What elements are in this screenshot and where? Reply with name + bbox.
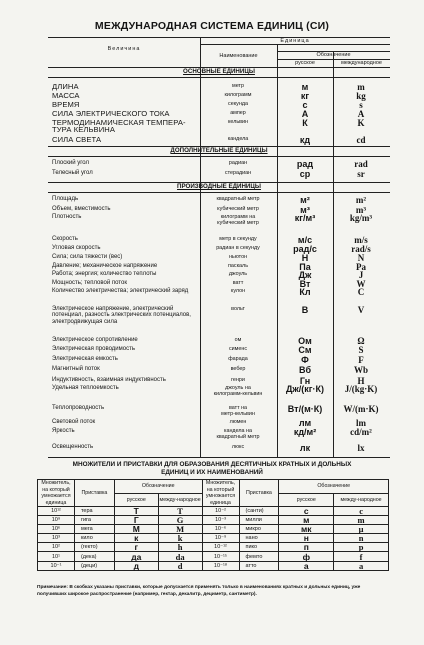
russian-symbol: кг [300, 91, 310, 101]
quantity-name-line: Яркость [52, 428, 75, 434]
russian-symbol: м/с [297, 235, 313, 245]
quantity-name [52, 196, 202, 202]
prefix-header-designation: Обозначение [279, 480, 389, 494]
russian-symbol: Дж/(кг·К) [285, 384, 325, 394]
unit-name-line: ньютон [228, 254, 248, 260]
header-designation: Обозначение [316, 52, 351, 58]
quantity-name [52, 92, 202, 99]
prefix-name: кило [74, 534, 114, 543]
international-symbol: s [359, 100, 363, 110]
international-symbol: m² [355, 195, 367, 205]
multiplier: 10⁻² [202, 507, 239, 516]
quantity-name [52, 356, 202, 362]
international-symbol: kg [356, 91, 366, 101]
header-name: Наименование [219, 53, 258, 59]
table-row [38, 561, 389, 570]
russian-symbol: м² [300, 195, 310, 205]
unit-name-line: метр-кельвин [221, 411, 255, 417]
multiplier: 10⁶ [38, 525, 75, 534]
russian-symbol: кд [299, 135, 311, 145]
unit-name-line: ватт на [228, 405, 248, 411]
quantity-name-line: Удельная теплоемкость [52, 385, 119, 391]
unit-name [200, 280, 276, 286]
unit-name [200, 356, 276, 362]
unit-name-line: килограмм-кельвин [213, 391, 263, 397]
quantity-name-line: Освещенность [52, 444, 94, 450]
international-symbol: Wb [353, 365, 368, 375]
russian-symbol: Вб [298, 365, 312, 375]
international-symbol: F [358, 355, 364, 365]
quantity-name-line: МАССА [52, 91, 80, 100]
quantity-name [52, 306, 202, 325]
unit-name-line: секунда [228, 101, 248, 107]
multiplier: 10⁻¹⁵ [202, 552, 239, 561]
header-unit: Единица [280, 38, 310, 44]
quantity-name-line: Электрическое напряжение, электрический потенциал, разность электрических потенциалов, электродвижущая сила [52, 306, 191, 325]
international-symbol: V [357, 305, 365, 315]
quantity-name-line: Угловая скорость [52, 245, 101, 251]
unit-name [200, 306, 276, 312]
unit-name-line: вебер [230, 366, 246, 372]
quantity-name [52, 214, 202, 220]
international-symbol: kg/m³ [349, 213, 373, 223]
russian-symbol: кг/м³ [294, 213, 316, 223]
unit-name-line: вольт [231, 306, 245, 312]
international-symbol: T [158, 507, 202, 516]
table-row [38, 507, 389, 516]
prefix-name: пико [239, 543, 279, 552]
russian-symbol: н [279, 534, 334, 543]
table-bottom-rule [48, 457, 390, 458]
quantity-name-line: Электрическая емкость [52, 356, 118, 362]
international-symbol: m³ [355, 205, 367, 215]
quantity-name [52, 83, 202, 90]
quantity-name-line: Площадь [52, 196, 79, 202]
russian-symbol: рад [296, 159, 314, 169]
unit-name [200, 254, 276, 260]
quantity-name-line: Работа; энергия; количество теплоты [52, 271, 157, 277]
quantity-name [52, 288, 202, 294]
section-supplementary: ДОПОЛНИТЕЛЬНЫЕ ЕДИНИЦЫ [170, 147, 268, 154]
unit-name-line: килограмм [224, 92, 252, 98]
quantity-name [52, 346, 202, 352]
prefix-name: милли [239, 516, 279, 525]
unit-name [200, 214, 276, 226]
quantity-name-line: Количество электричества; электрический заряд [52, 288, 189, 294]
multiplier: 10⁻¹² [202, 543, 239, 552]
prefix-name: (дека) [74, 552, 114, 561]
international-symbol: cd [356, 135, 366, 145]
unit-name [200, 92, 276, 98]
quantity-name-line: ДЛИНА [52, 82, 79, 91]
unit-name-line: кельвин [227, 119, 249, 125]
quantity-name [52, 170, 202, 176]
multiplier: 10⁻³ [202, 516, 239, 525]
unit-name [200, 288, 276, 294]
international-symbol: f [334, 552, 389, 561]
unit-name-line: метр [232, 83, 244, 89]
table-row [38, 543, 389, 552]
international-symbol: p [334, 543, 389, 552]
russian-symbol: Т [114, 507, 158, 516]
quantity-name-line: Плоский угол [52, 160, 89, 166]
quantity-name-line: Сила; сила тяжести (вес) [52, 254, 123, 260]
russian-symbol: м [301, 82, 309, 92]
international-symbol: J/(kg·K) [344, 384, 378, 394]
russian-symbol: Гн [299, 376, 311, 386]
russian-symbol: См [298, 345, 312, 355]
unit-name-line: радиан в секунду [216, 245, 260, 251]
quantity-name-line: ТУРА КЕЛЬВИНА [52, 125, 116, 135]
international-symbol: da [158, 552, 202, 561]
unit-name [200, 206, 276, 212]
unit-name [200, 101, 276, 107]
international-symbol: h [158, 543, 202, 552]
prefix-name: атто [239, 561, 279, 570]
unit-name-line: люкс [231, 444, 245, 450]
prefix-header-designation: Обозначение [114, 480, 202, 494]
quantity-name-line: Плотность [52, 214, 82, 220]
unit-name-line: кулон [230, 288, 246, 294]
russian-symbol: ф [279, 552, 334, 561]
multiplier: 10⁻⁹ [202, 534, 239, 543]
quantity-name [52, 110, 202, 117]
unit-name [200, 419, 276, 425]
multiplier: 10¹ [38, 552, 75, 561]
unit-name [200, 444, 276, 450]
prefix-header-international: между-народное [334, 493, 389, 507]
russian-symbol: лм [298, 418, 312, 428]
russian-symbol: с [302, 100, 308, 110]
unit-name-line: джоуль на [225, 385, 251, 391]
unit-name-line: радиан [228, 160, 248, 166]
quantity-name [52, 101, 202, 108]
multiplier: 10⁻⁶ [202, 525, 239, 534]
unit-name [200, 110, 276, 116]
table-row [38, 552, 389, 561]
international-symbol: rad/s [351, 244, 371, 254]
unit-name [200, 385, 276, 397]
international-symbol: k [158, 534, 202, 543]
prefix-name: фемто [239, 552, 279, 561]
prefix-header-prefix: Приставка [74, 480, 114, 507]
unit-name-line: килограмм на [220, 214, 256, 220]
unit-name [200, 366, 276, 372]
section-derived: ПРОИЗВОДНЫЕ ЕДИНИЦЫ [177, 183, 261, 190]
international-symbol: W/(m·K) [343, 404, 379, 414]
unit-name [200, 136, 276, 142]
table-row [38, 525, 389, 534]
quantity-name [52, 119, 202, 134]
unit-name-line: кубический метр [217, 220, 259, 226]
unit-name-line: паскаль [227, 263, 249, 269]
quantity-name-line: СИЛА СВЕТА [52, 135, 102, 144]
unit-name [200, 119, 276, 125]
quantity-name [52, 337, 202, 343]
international-symbol: rad [354, 159, 368, 169]
unit-name-line: ом [234, 337, 242, 343]
russian-symbol: кд/м² [293, 427, 317, 437]
unit-name-line: ватт [232, 280, 244, 286]
unit-name [200, 83, 276, 89]
quantity-name [52, 206, 202, 212]
international-symbol: c [334, 507, 389, 516]
prefix-name: (санти) [239, 507, 279, 516]
quantity-name-line: Электрическая проводимость [52, 346, 135, 352]
unit-name-line: квадратный метр [216, 434, 260, 440]
multiplier: 10² [38, 543, 75, 552]
prefix-header-russian: русское [279, 493, 334, 507]
international-symbol: m [334, 516, 389, 525]
international-symbol: K [357, 118, 365, 128]
international-symbol: a [334, 561, 389, 570]
quantity-name-line: Мощность; тепловой поток [52, 280, 127, 286]
quantity-name [52, 136, 202, 143]
russian-symbol: м³ [300, 205, 310, 215]
russian-symbol: Г [114, 516, 158, 525]
header-russian: русское [295, 60, 315, 66]
russian-symbol: ср [299, 169, 311, 179]
quantity-name [52, 280, 202, 286]
unit-name-line: квадратный метр [216, 196, 260, 202]
unit-name [200, 337, 276, 343]
section-rule [48, 77, 390, 78]
unit-name [200, 236, 276, 242]
russian-symbol: Вт/(м·К) [287, 404, 323, 414]
multiplier: 10⁻¹ [38, 561, 75, 570]
multiplier: 10¹² [38, 507, 75, 516]
unit-name-line: фарада [228, 356, 248, 362]
international-symbol: m/s [354, 235, 368, 245]
unit-name-line: генри [231, 377, 245, 383]
quantity-name [52, 263, 202, 269]
russian-symbol: Ом [298, 336, 312, 346]
section-rule [48, 192, 390, 193]
unit-name-line: джоуль [228, 271, 248, 277]
quantity-name-line: Световой поток [52, 419, 96, 425]
unit-name-line: кандела на [223, 428, 253, 434]
prefix-header-prefix: Приставка [239, 480, 279, 507]
international-symbol: H [357, 376, 365, 386]
prefix-name: (деци) [74, 561, 114, 570]
prefix-table [37, 479, 389, 571]
russian-symbol: с [279, 507, 334, 516]
footnote: Примечание: В скобках указаны приставки, которые допускается применять только в наименованиях кратных и дольных единиц, уже получивших широкое распространение (например, гектар, декалитр, дециметр, сантиметр). [37, 585, 361, 597]
prefix-header-international: между-народное [158, 493, 202, 507]
unit-name [200, 263, 276, 269]
table-row [38, 516, 389, 525]
international-symbol: n [334, 534, 389, 543]
quantity-name [52, 385, 202, 391]
prefix-header-russian: русское [114, 493, 158, 507]
international-symbol: Pa [356, 262, 366, 272]
quantity-name-line: ВРЕМЯ [52, 100, 80, 109]
quantity-name-line: Электрическое сопротивление [52, 337, 138, 343]
quantity-name [52, 428, 202, 434]
russian-symbol: Н [301, 253, 309, 263]
prefix-name: тера [74, 507, 114, 516]
russian-symbol: м [279, 516, 334, 525]
unit-name [200, 196, 276, 202]
page-title: МЕЖДУНАРОДНАЯ СИСТЕМА ЕДИНИЦ (СИ) [94, 20, 330, 32]
international-symbol: m [357, 82, 365, 92]
prefix-table-title: МНОЖИТЕЛИ И ПРИСТАВКИ ДЛЯ ОБРАЗОВАНИЯ ДЕСЯТИЧНЫХ КРАТНЫХ И ДОЛЬНЫХ [72, 461, 352, 468]
russian-symbol: М [114, 525, 158, 534]
quantity-name-line: Давление; механическое напряжение [52, 263, 158, 269]
quantity-name-line: Скорость [52, 236, 78, 242]
quantity-name [52, 444, 202, 450]
international-symbol: d [158, 561, 202, 570]
multiplier: 10⁹ [38, 516, 75, 525]
russian-symbol: Дж [298, 270, 312, 280]
russian-symbol: Вт [299, 279, 311, 289]
quantity-name-line: СИЛА ЭЛЕКТРИЧЕСКОГО ТОКА [52, 109, 170, 118]
russian-symbol: д [114, 561, 158, 570]
international-symbol: lm [356, 418, 366, 428]
international-symbol: lx [357, 443, 365, 453]
unit-name-line: кандела [227, 136, 249, 142]
unit-name-line: сименс [228, 346, 248, 352]
quantity-name [52, 419, 202, 425]
quantity-name [52, 377, 202, 383]
russian-symbol: В [301, 305, 309, 315]
quantity-name [52, 160, 202, 166]
unit-name [200, 405, 276, 417]
international-symbol: C [357, 287, 365, 297]
quantity-name [52, 405, 202, 411]
quantity-name [52, 254, 202, 260]
unit-name-line: ампер [230, 110, 246, 116]
russian-symbol: мк [279, 525, 334, 534]
international-symbol: W [356, 279, 366, 289]
international-symbol: M [158, 525, 202, 534]
prefix-name: гига [74, 516, 114, 525]
unit-name [200, 160, 276, 166]
prefix-name: микро [239, 525, 279, 534]
prefix-name: нано [239, 534, 279, 543]
russian-symbol: п [279, 543, 334, 552]
quantity-name [52, 271, 202, 277]
unit-name-line: кубический метр [217, 206, 259, 212]
russian-symbol: рад/с [293, 244, 317, 254]
quantity-name-line: Объем, вместимость [52, 206, 111, 212]
header-international: международное [341, 60, 382, 66]
international-symbol: cd/m² [350, 427, 372, 437]
russian-symbol: А [301, 109, 309, 119]
unit-name-line: люмен [229, 419, 247, 425]
russian-symbol: к [114, 534, 158, 543]
quantity-name-line: Телесный угол [52, 170, 93, 176]
russian-symbol: Кл [299, 287, 311, 297]
section-rule [48, 156, 390, 157]
unit-name [200, 170, 276, 176]
unit-name [200, 346, 276, 352]
table-row [38, 534, 389, 543]
unit-name [200, 271, 276, 277]
international-symbol: N [357, 253, 365, 263]
international-symbol: J [358, 270, 364, 280]
prefix-name: (гекто) [74, 543, 114, 552]
russian-symbol: Па [299, 262, 311, 272]
multiplier: 10³ [38, 534, 75, 543]
russian-symbol: лк [299, 443, 311, 453]
section-basic: ОСНОВНЫЕ ЕДИНИЦЫ [183, 68, 255, 75]
unit-name-line: стерадиан [224, 170, 252, 176]
russian-symbol: К [302, 118, 308, 128]
international-symbol: Ω [357, 336, 365, 346]
quantity-name-line: Индуктивность, взаимная индуктивность [52, 377, 166, 383]
russian-symbol: Ф [301, 355, 309, 365]
header-quantity: Величина [107, 46, 141, 52]
international-symbol: G [158, 516, 202, 525]
unit-name [200, 245, 276, 251]
russian-symbol: г [114, 543, 158, 552]
unit-name [200, 377, 276, 383]
quantity-name [52, 236, 202, 242]
prefix-table-title-line2: ЕДИНИЦ И ИХ НАИМЕНОВАНИЙ [161, 469, 263, 476]
russian-symbol: а [279, 561, 334, 570]
quantity-name-line: Магнитный поток [52, 366, 100, 372]
prefix-header-mult: Множитель, на который умножается единица [202, 480, 239, 507]
international-symbol: sr [357, 169, 365, 179]
prefix-header-mult: Множитель, на который умножается единица [38, 480, 75, 507]
quantity-name-line: Теплопроводность [52, 405, 105, 411]
quantity-name-line: ТЕРМОДИНАМИЧЕСКАЯ ТЕМПЕРА- [52, 118, 186, 127]
international-symbol: μ [334, 525, 389, 534]
quantity-name [52, 245, 202, 251]
international-symbol: S [358, 345, 364, 355]
unit-name [200, 428, 276, 440]
international-symbol: A [357, 109, 365, 119]
unit-name-line: метр в секунду [219, 236, 257, 242]
russian-symbol: да [114, 552, 158, 561]
quantity-name [52, 366, 202, 372]
prefix-name: мега [74, 525, 114, 534]
multiplier: 10⁻¹⁸ [202, 561, 239, 570]
